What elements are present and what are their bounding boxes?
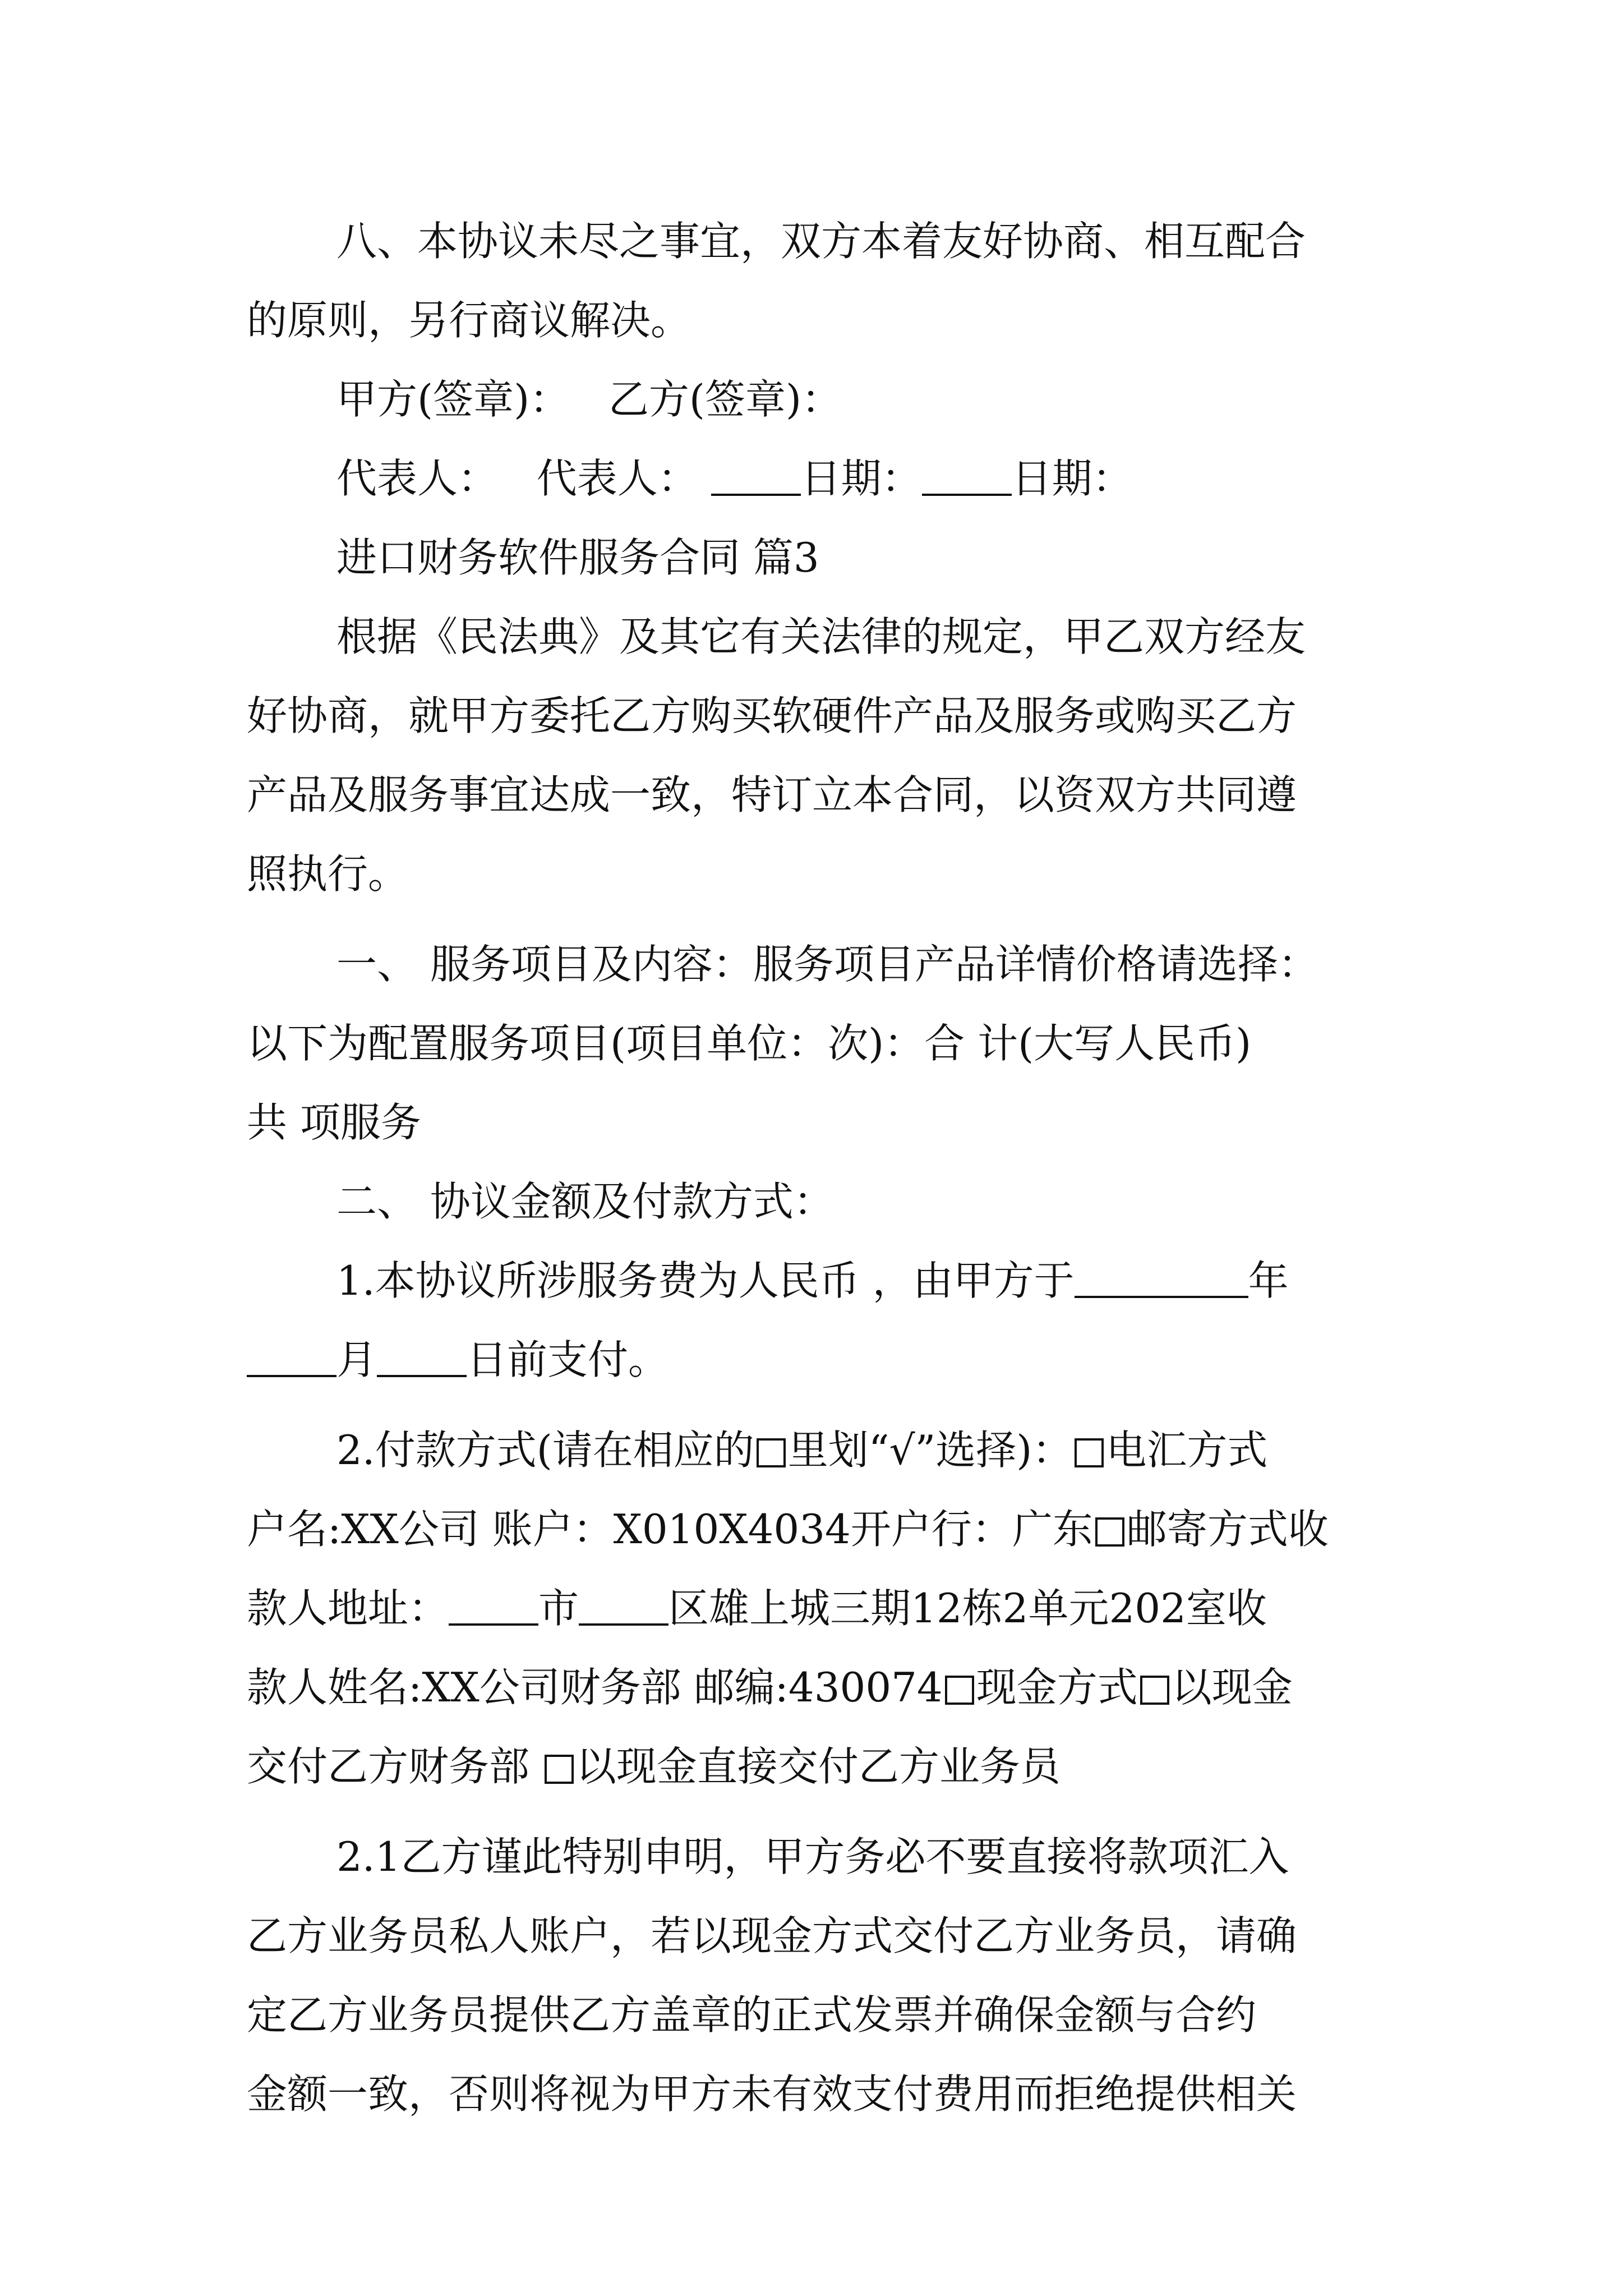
declaration-line-4: 金额一致，否则将视为甲方未有效支付费用而拒绝提供相关 — [247, 2070, 1297, 2118]
payment-method-line-1 — [247, 1411, 1377, 1490]
blank-underline — [247, 1341, 336, 1377]
wire-transfer-label: 电汇方式 — [1106, 1427, 1268, 1474]
address-text: 区雄上城三期12栋2单元202室收 — [668, 1585, 1267, 1632]
fee-clause-line-2 — [247, 1320, 1377, 1400]
declaration-line-2: 乙方业务员私人账户，若以现金方式交付乙方业务员，请确 — [247, 1912, 1297, 1959]
checkbox-wire-transfer[interactable] — [1075, 1438, 1104, 1467]
recipient-text: 款人姓名:XX公司财务部 邮编:430074 — [247, 1664, 943, 1711]
payment-method-line-4 — [247, 1648, 1377, 1727]
cash-label: 现金方式 — [976, 1664, 1138, 1711]
address-label: 款人地址： — [247, 1585, 449, 1632]
year-label: 年 — [1248, 1257, 1289, 1304]
checkbox-cash-salesperson[interactable] — [545, 1755, 574, 1784]
payment-method-line-3 — [247, 1569, 1377, 1648]
party-a-signature-label: 甲方(签章)： — [336, 376, 570, 423]
mail-label: 邮寄方式收 — [1126, 1506, 1329, 1553]
preamble-line-4: 照执行。 — [247, 850, 409, 898]
cash-finance-label: 以现金 — [1171, 1664, 1293, 1711]
blank-underline — [449, 1590, 538, 1626]
preamble-line-1: 根据《民法典》及其它有关法律的规定，甲乙双方经友 — [336, 613, 1306, 660]
finance-dept-text: 交付乙方财务部 — [247, 1743, 542, 1790]
clause-eight-line-1: 八、本协议未尽之事宜，双方本着友好协商、相互配合 — [336, 218, 1306, 265]
blank-underline — [377, 1341, 467, 1377]
cash-salesperson-label: 以现金直接交付乙方业务员 — [575, 1743, 1061, 1790]
date-label-2: 日期： — [1011, 455, 1133, 502]
payment-section-title: 二、 协议金额及付款方式： — [336, 1178, 834, 1225]
fee-clause-text: 1.本协议所涉服务费为人民币 ，由甲方于 — [336, 1257, 1075, 1304]
checkbox-mail[interactable] — [1095, 1517, 1124, 1547]
party-b-representative-label: 代表人： — [536, 455, 698, 502]
payment-method-text: 2.付款方式(请在相应的 — [336, 1427, 754, 1474]
blank-underline — [711, 460, 801, 496]
payment-method-line-5 — [247, 1727, 1377, 1806]
declaration-line-3: 定乙方业务员提供乙方盖章的正式发票并确保金额与合约 — [247, 1991, 1257, 2039]
paragraph-gap — [247, 914, 1377, 925]
paragraph-gap — [247, 1806, 1377, 1818]
blank-underline — [922, 460, 1012, 496]
payment-method-line-2 — [247, 1490, 1377, 1569]
payment-method-instruction: 里划“√”选择)： — [787, 1427, 1073, 1474]
paragraph-gap — [247, 1400, 1377, 1411]
clause-eight-line-2: 的原则，另行商议解决。 — [247, 297, 691, 344]
month-label: 月 — [336, 1336, 377, 1383]
checkbox-cash-finance[interactable] — [1140, 1676, 1169, 1705]
date-label-1: 日期： — [800, 455, 922, 502]
preamble-line-2: 好协商，就甲方委托乙方购买软硬件产品及服务或购买乙方 — [247, 692, 1297, 739]
preamble-line-3: 产品及服务事宜达成一致，特订立本合同，以资双方共同遵 — [247, 771, 1297, 818]
blank-underline — [579, 1590, 668, 1626]
blank-underline — [1075, 1262, 1248, 1298]
account-info-text: 户名:XX公司 账户：X010X4034开户行：广东 — [247, 1506, 1093, 1553]
city-label: 市 — [538, 1585, 579, 1632]
party-a-representative-label: 代表人： — [336, 455, 499, 502]
document-body — [247, 202, 1377, 2134]
service-items-line-1: 一、 服务项目及内容：服务项目产品详情价格请选择： — [336, 941, 1318, 988]
checkbox-icon[interactable] — [757, 1438, 786, 1467]
representative-line — [247, 439, 1377, 518]
checkbox-cash[interactable] — [945, 1676, 974, 1705]
fee-clause-line-1 — [247, 1241, 1377, 1320]
declaration-line-1: 2.1乙方谨此特别申明，甲方务必不要直接将款项汇入 — [336, 1833, 1289, 1880]
party-b-signature-label: 乙方(签章)： — [608, 376, 842, 423]
service-items-line-2: 以下为配置服务项目(项目单位：次)：合 计(大写人民币) — [247, 1020, 1252, 1067]
day-label: 日前支付。 — [467, 1336, 669, 1383]
signature-line — [247, 360, 1377, 439]
service-items-line-3: 共 项服务 — [247, 1099, 421, 1146]
section-title: 进口财务软件服务合同 篇3 — [336, 534, 819, 581]
